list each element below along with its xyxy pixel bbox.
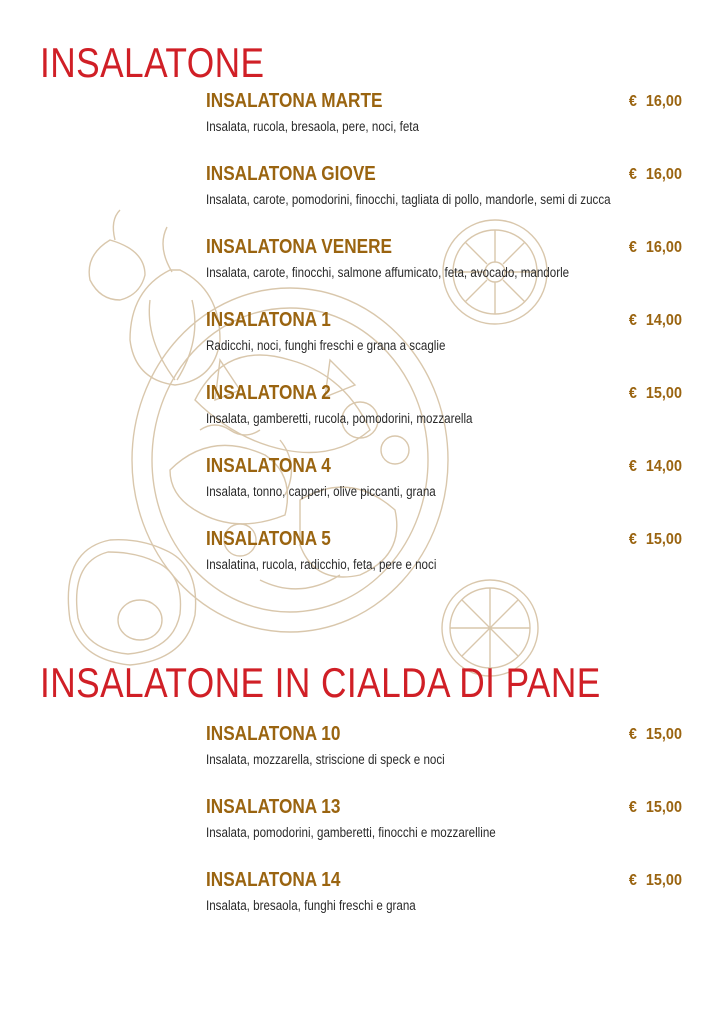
item-name: INSALATONA 5 <box>206 528 331 550</box>
item-description: Insalatina, rucola, radicchio, feta, pere e noci <box>206 557 437 572</box>
item-description: Insalata, bresaola, funghi freschi e grana <box>206 898 416 913</box>
item-name: INSALATONA 10 <box>206 723 341 745</box>
item-description: Insalata, tonno, capperi, olive piccanti, grana <box>206 484 436 499</box>
menu-item <box>206 309 682 359</box>
item-name: INSALATONA GIOVE <box>206 163 376 185</box>
avocado-icon <box>68 540 195 665</box>
section-title-insalatone-cialda: INSALATONE IN CIALDA DI PANE <box>40 659 601 706</box>
item-price: € 14,00 <box>628 458 682 475</box>
menu-item <box>206 723 682 773</box>
menu-item <box>206 528 682 578</box>
menu-item <box>206 455 682 505</box>
menu-item <box>206 869 682 919</box>
item-name: INSALATONA 2 <box>206 382 331 404</box>
item-price: € 15,00 <box>628 531 682 548</box>
item-description: Insalata, carote, pomodorini, finocchi, tagliata di pollo, mandorle, semi di zucca <box>206 192 611 207</box>
item-price: € 15,00 <box>628 385 682 402</box>
onion-icon <box>89 210 220 385</box>
menu-item <box>206 236 682 286</box>
item-description: Radicchi, noci, funghi freschi e grana a scaglie <box>206 338 446 353</box>
item-name: INSALATONA MARTE <box>206 90 383 112</box>
item-price: € 14,00 <box>628 312 682 329</box>
item-name: INSALATONA 1 <box>206 309 331 331</box>
menu-item <box>206 796 682 846</box>
item-name: INSALATONA VENERE <box>206 236 393 258</box>
item-price: € 15,00 <box>628 726 682 743</box>
item-price: € 16,00 <box>628 166 682 183</box>
item-price: € 15,00 <box>628 872 682 889</box>
item-description: Insalata, carote, finocchi, salmone affumicato, feta, avocado, mandorle <box>206 265 570 280</box>
item-description: Insalata, pomodorini, gamberetti, finocchi e mozzarelline <box>206 825 496 840</box>
section-title-insalatone: INSALATONE <box>40 39 265 86</box>
item-name: INSALATONA 4 <box>206 455 331 477</box>
item-description: Insalata, mozzarella, striscione di speck e noci <box>206 752 445 767</box>
item-name: INSALATONA 13 <box>206 796 341 818</box>
menu-item <box>206 163 682 213</box>
item-price: € 15,00 <box>628 799 682 816</box>
item-name: INSALATONA 14 <box>206 869 341 891</box>
item-price: € 16,00 <box>628 93 682 110</box>
item-description: Insalata, rucola, bresaola, pere, noci, feta <box>206 119 419 134</box>
item-price: € 16,00 <box>628 239 682 256</box>
menu-item <box>206 382 682 432</box>
item-description: Insalata, gamberetti, rucola, pomodorini, mozzarella <box>206 411 473 426</box>
menu-item <box>206 90 682 140</box>
